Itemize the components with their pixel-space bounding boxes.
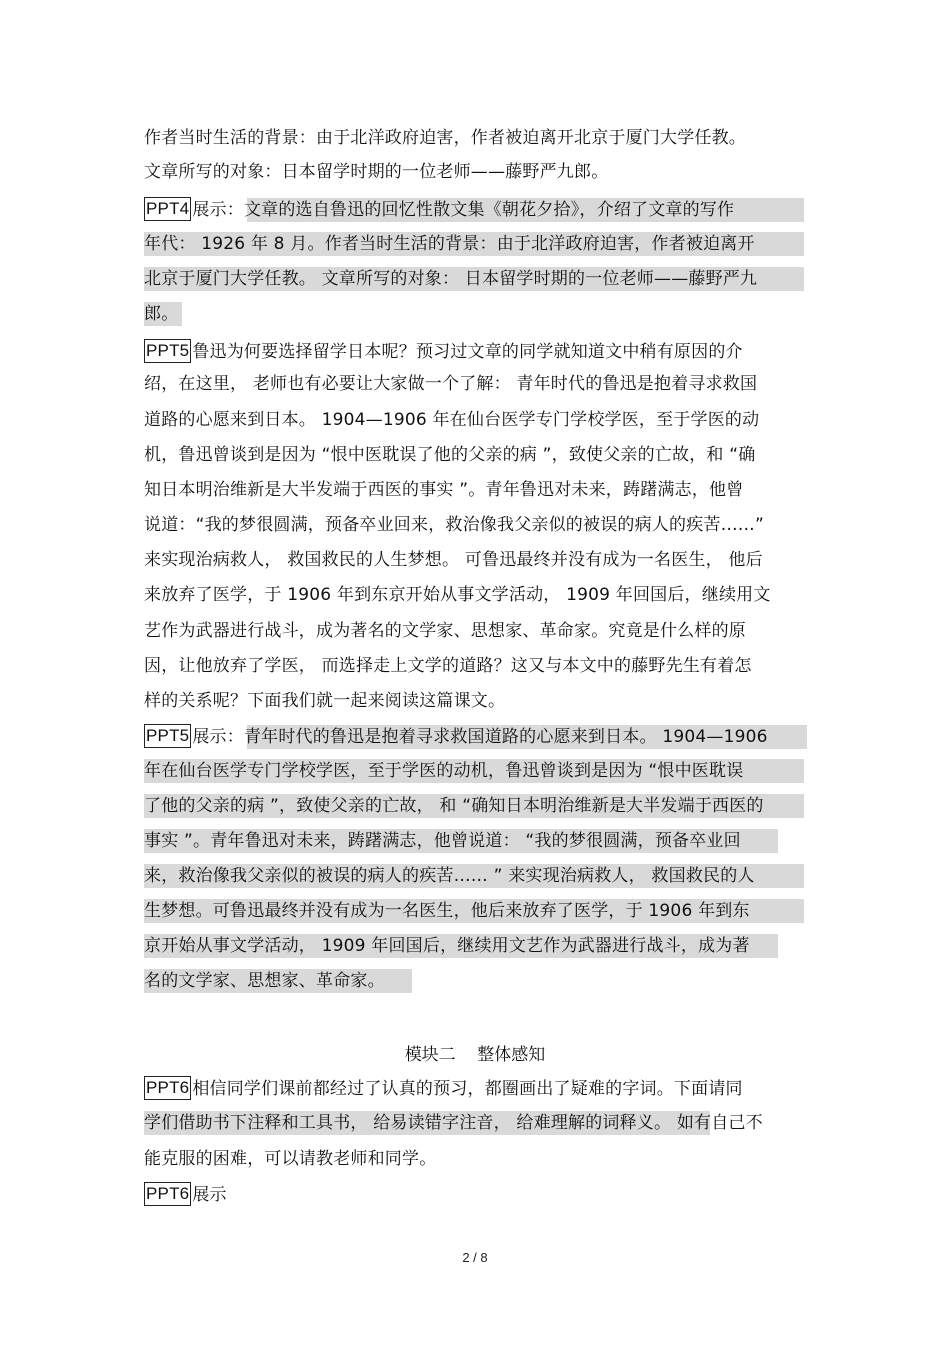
text-line: 了他的父亲的病 ”，致使父亲的亡故， 和 “确知日本明治维新是大半发端于西医的 <box>144 796 764 816</box>
ppt-tag: PPT5 <box>144 724 191 748</box>
text-line: 来放弃了医学，于 1906 年到东京开始从事文学活动， 1909 年回国后，继续用文 <box>144 585 771 605</box>
body-text: 鲁迅为何要选择留学日本呢？预习过文章的同学就知道文中稍有原因的介 <box>192 342 743 362</box>
text-line: 事实 ”。青年鲁迅对未来，踌躇满志，他曾说道： “我的梦很圆满，预备卒业回 <box>144 831 741 851</box>
text-line: 郎。 <box>144 304 179 324</box>
section-heading: 模块二 整体感知 <box>404 1045 546 1065</box>
text-line: 京开始从事文学活动， 1909 年回国后，继续用文艺作为武器进行战斗，成为著 <box>144 936 750 956</box>
text-line: 年代： 1926 年 8 月。作者当时生活的背景：由于北洋政府迫害，作者被迫离开 <box>144 234 755 254</box>
ppt5-show-line <box>144 723 768 751</box>
ppt6-line <box>144 1075 743 1103</box>
text-line: 来实现治病救人， 救国救民的人生梦想。 可鲁迅最终并没有成为一名医生， 他后 <box>144 550 763 570</box>
show-label: 展示 <box>192 1185 227 1205</box>
highlighted-text: 学们借助书下注释和工具书， 给易读错字注音， 给难理解的词释义。 <box>144 1113 672 1133</box>
highlighted-text: 青年时代的鲁迅是抱着寻求救国道路的心愿来到日本。 1904—1906 <box>243 727 768 747</box>
text-line: 道路的心愿来到日本。 1904—1906 年在仙台医学专门学校学医，至于学医的动 <box>144 410 760 430</box>
text-line: 能克服的困难，可以请教老师和同学。 <box>144 1149 437 1169</box>
ppt5-line <box>144 338 743 366</box>
show-label: 展示： <box>192 727 244 747</box>
text-line: 说道：“我的梦很圆满，预备卒业回来，救治像我父亲似的被误的病人的疾苦……” <box>144 515 765 535</box>
ppt6-show-line <box>144 1181 227 1209</box>
show-label: 展示： <box>192 200 244 220</box>
ppt-tag: PPT6 <box>144 1076 191 1100</box>
text-line: 作者当时生活的背景：由于北洋政府迫害，作者被迫离开北京于厦门大学任教。 <box>144 128 746 148</box>
ppt-tag: PPT4 <box>144 197 191 221</box>
ppt-tag: PPT6 <box>144 1182 191 1206</box>
text-line: 生梦想。可鲁迅最终并没有成为一名医生，他后来放弃了医学，于 1906 年到东 <box>144 901 750 921</box>
text-line: 名的文学家、思想家、革命家。 <box>144 971 385 991</box>
body-text: 如有自己不 <box>671 1113 763 1133</box>
text-line: 样的关系呢？下面我们就一起来阅读这篇课文。 <box>144 691 506 711</box>
highlighted-text: 文章的选自鲁迅的回忆性散文集《朝花夕拾》，介绍了文章的写作 <box>243 200 735 220</box>
text-line: 北京于厦门大学任教。 文章所写的对象： 日本留学时期的一位老师——藤野严九 <box>144 269 758 289</box>
body-text: 相信同学们课前都经过了认真的预习，都圈画出了疑难的字词。下面请同 <box>192 1079 743 1099</box>
ppt-tag: PPT5 <box>144 339 191 363</box>
page-number: 2 / 8 <box>462 1250 488 1265</box>
ppt4-line <box>144 196 734 224</box>
text-line: 艺作为武器进行战斗，成为著名的文学家、思想家、革命家。究竟是什么样的原 <box>144 621 746 641</box>
text-line: 知日本明治维新是大半发端于西医的事实 ”。青年鲁迅对未来，踌躇满志，他曾 <box>144 480 744 500</box>
text-line: 年在仙台医学专门学校学医，至于学医的动机，鲁迅曾谈到是因为 “恨中医耽误 <box>144 761 744 781</box>
text-line: 绍，在这里， 老师也有必要让大家做一个了解： 青年时代的鲁迅是抱着寻求救国 <box>144 374 758 394</box>
text-line: 机，鲁迅曾谈到是因为 “恨中医耽误了他的父亲的病 ”，致使父亲的亡故，和 “确 <box>144 445 756 465</box>
text-line <box>144 1109 763 1137</box>
text-line: 文章所写的对象：日本留学时期的一位老师——藤野严九郎。 <box>144 162 609 182</box>
text-line: 因，让他放弃了学医， 而选择走上文学的道路？这又与本文中的藤野先生有着怎 <box>144 656 752 676</box>
text-line: 来，救治像我父亲似的被误的病人的疾苦…… ” 来实现治病救人， 救国救民的人 <box>144 866 755 886</box>
